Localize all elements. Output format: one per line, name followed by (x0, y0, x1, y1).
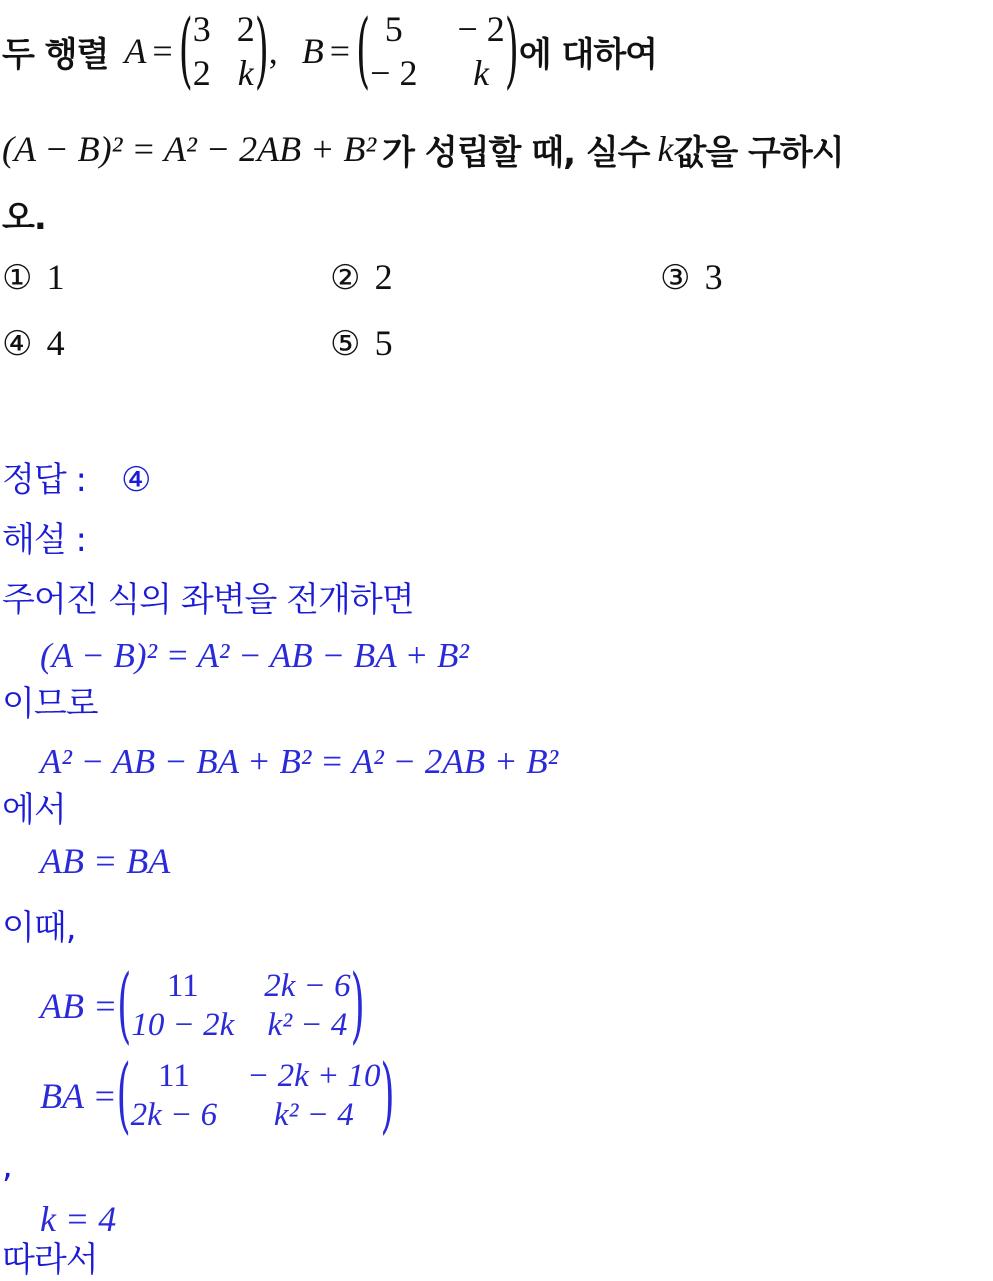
choice-1[interactable] (2, 256, 65, 298)
choice-value: 2 (374, 257, 393, 297)
ba-matrix-entry: − 2k + 10 (247, 1058, 381, 1094)
choice-mark: ③ (660, 258, 690, 298)
ba-matrix-entry: 2k − 6 (130, 1097, 218, 1133)
solution-comma: , (2, 1146, 12, 1186)
answer-value: ④ (121, 460, 151, 500)
separator-comma: , (268, 31, 278, 71)
choice-mark: ④ (2, 324, 32, 364)
solution-equation-4: k = 4 (40, 1199, 117, 1239)
ab-matrix-entry: 10 − 2k (131, 1007, 235, 1043)
matrix-b (370, 8, 505, 94)
matrix-b-entry: 5 (384, 9, 403, 49)
ba-label: BA = (40, 1076, 117, 1116)
equals-sign: = (329, 31, 351, 71)
choice-value: 4 (46, 323, 65, 363)
matrix-a-entry: k (237, 53, 254, 93)
matrix-b-label: B (301, 31, 324, 71)
k-variable: k (657, 129, 674, 169)
matrix-a-entry: 2 (236, 9, 255, 49)
matrix-b-entry: − 2 (457, 9, 505, 49)
ab-matrix-entry: k² − 4 (267, 1007, 348, 1043)
matrix-b-entry: k (473, 53, 490, 93)
choice-value: 1 (46, 257, 65, 297)
choice-mark: ⑤ (330, 324, 360, 364)
problem-line-3: 오. (2, 198, 46, 238)
problem-intro-tail: 에 대하여 (518, 34, 658, 75)
ab-matrix-entry: 11 (166, 968, 199, 1004)
solution-label: 해설 : (2, 520, 86, 560)
solution-equation-3: AB = BA (40, 841, 171, 881)
solution-equation-2: A² − AB − BA + B² = A² − 2AB + B² (40, 742, 559, 781)
left-paren: ( (178, 3, 193, 99)
problem-condition-text: 가 성립할 때, 실수 (382, 132, 650, 173)
solution-equation-1: (A − B)² = A² − AB − BA + B² (40, 636, 469, 675)
solution-text-4: 따라서 (2, 1240, 98, 1280)
left-paren: ( (116, 1048, 131, 1144)
matrix-b-entry: − 2 (370, 53, 418, 93)
solution-text-2: 에서 (2, 790, 66, 830)
right-paren: ) (380, 1048, 395, 1144)
right-paren: ) (254, 3, 269, 99)
choice-3[interactable] (660, 256, 723, 298)
choice-2[interactable] (330, 256, 393, 298)
ab-matrix-equation (40, 960, 365, 1052)
choice-5[interactable] (330, 322, 393, 364)
problem-equation: (A − B)² = A² − 2AB + B² (2, 129, 377, 169)
problem-question-text: 값을 구하시 (673, 132, 844, 173)
right-paren: ) (350, 958, 365, 1054)
ab-matrix (131, 968, 350, 1044)
choice-mark: ② (330, 258, 360, 298)
choice-4[interactable] (2, 322, 65, 364)
choice-value: 5 (374, 323, 393, 363)
answer-label: 정답 : (2, 460, 86, 500)
matrix-a-label: A (124, 31, 147, 71)
matrix-a-entry: 2 (192, 53, 211, 93)
ab-label: AB = (40, 986, 118, 1026)
ab-matrix-entry: 2k − 6 (264, 968, 351, 1004)
left-paren: ( (117, 958, 132, 1054)
ba-matrix (131, 1058, 381, 1134)
problem-line-2 (2, 124, 844, 174)
ba-matrix-entry: k² − 4 (273, 1097, 354, 1133)
solution-text-1: 이므로 (2, 684, 98, 724)
problem-intro-text: 두 행렬 (2, 34, 109, 75)
matrix-a (193, 8, 255, 94)
matrix-a-entry: 3 (192, 9, 211, 49)
right-paren: ) (504, 3, 519, 99)
solution-intro: 주어진 식의 좌변을 전개하면 (2, 580, 414, 620)
solution-text-3: 이때, (2, 908, 76, 948)
equals-sign: = (152, 31, 173, 71)
ba-matrix-entry: 11 (157, 1058, 190, 1094)
problem-line-1 (2, 3, 658, 99)
choice-mark: ① (2, 258, 32, 298)
choice-value: 3 (704, 257, 723, 297)
ba-matrix-equation (40, 1050, 395, 1142)
left-paren: ( (356, 3, 371, 99)
answer-row (2, 452, 151, 501)
